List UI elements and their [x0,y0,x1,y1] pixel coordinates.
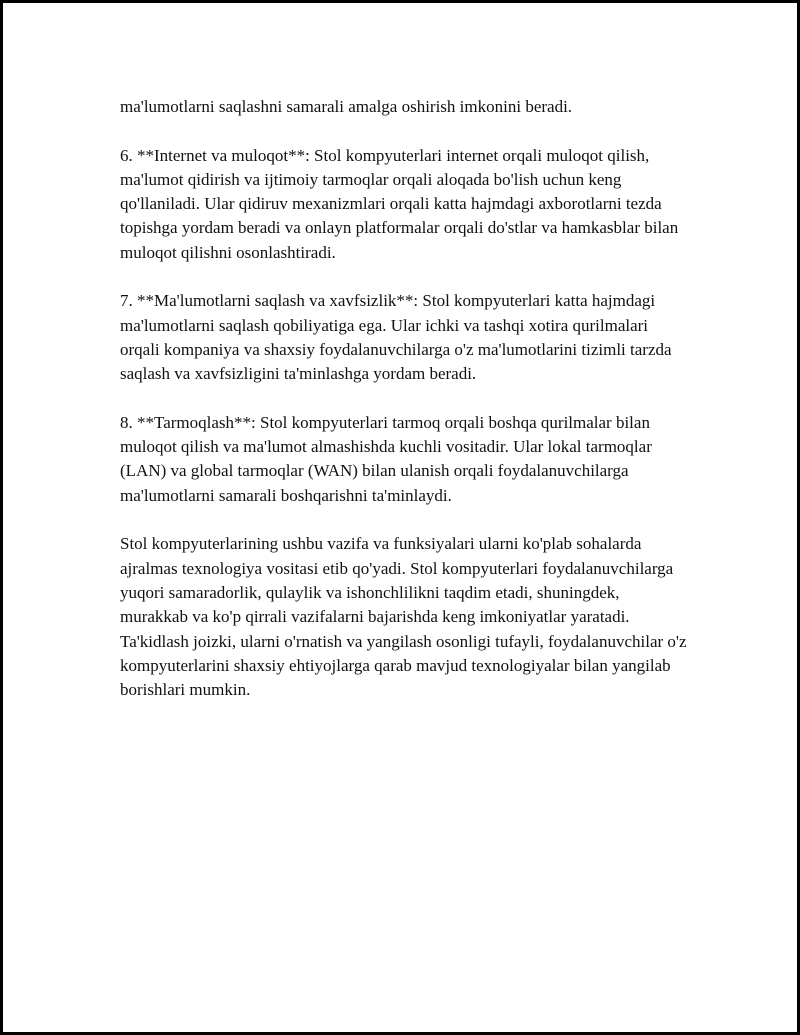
paragraph-conclusion: Stol kompyuterlarining ushbu vazifa va funksiyalari ularni ko'plab sohalarda ajralmas texnologiya vositasi etib qo'yadi. Stol kompyuterlari foydalanuvchilarga yuqori samaradorlik, qulaylik va ishonchlilikni taqdim etadi, shuningdek, murakkab va ko'p qirrali vazifalarni bajarishda keng imkoniyatlar yaratadi. Ta'kidlash joizki, ularni o'rnatish va yangilash osonligi tufayli, foydalanuvchilar o'z kompyuterlarini shaxsiy ehtiyojlarga qarab mavjud texnologiyalar bilan yangilab borishlari mumkin. [120,534,687,700]
paragraph-networking: 8. **Tarmoqlash**: Stol kompyuterlari tarmoq orqali boshqa qurilmalar bilan muloqot qilish va ma'lumot almashishda kuchli vositadir. Ular lokal tarmoqlar (LAN) va global tarmoqlar (WAN) bilan ulanish orqali foydalanuvchilarga ma'lumotlarni samarali boshqarishni ta'minlaydi. [120,412,652,505]
document-body [120,95,690,727]
paragraph-continuation: ma'lumotlarni saqlashni samarali amalga oshirish imkonini beradi. [120,97,573,116]
paragraph-internet-communication: 6. **Internet va muloqot**: Stol kompyuterlari internet orqali muloqot qilish, ma'lumot qidirish va ijtimoiy tarmoqlar orqali aloqada bo'lish uchun keng qo'llaniladi. Ular qidiruv mexanizmlari orqali katta hajmdagi axborotlarni tezda topishga yordam beradi va onlayn platformalar orqali do'stlar va hamkasblar bilan muloqot qilishni osonlashtiradi. [120,145,679,262]
paragraph-data-storage-security: 7. **Ma'lumotlarni saqlash va xavfsizlik**: Stol kompyuterlari katta hajmdagi ma'lumotlarni saqlash qobiliyatiga ega. Ular ichki va tashqi xotira qurilmalari orqali kompaniya va shaxsiy foydalanuvchilarga o'z ma'lumotlarini tizimli tarzda saqlash va xavfsizligini ta'minlashga yordam beradi. [120,291,672,384]
